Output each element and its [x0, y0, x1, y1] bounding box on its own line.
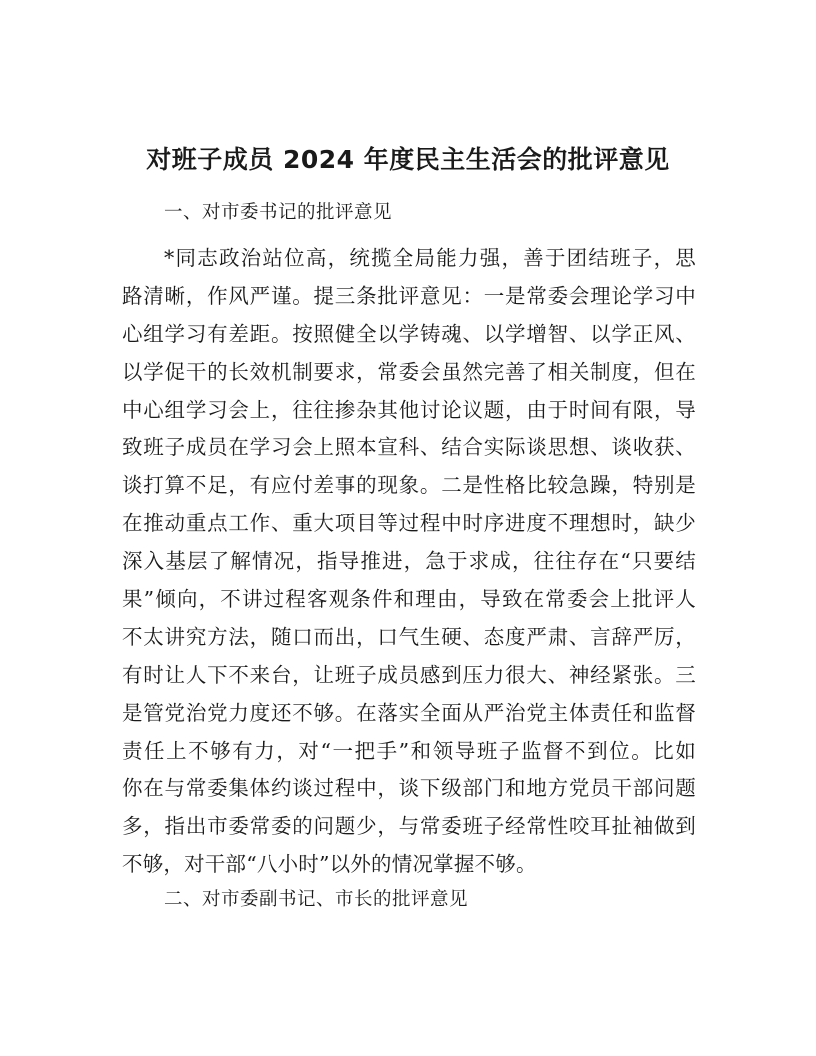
paragraph-line: 果”倾向，不讲过程客观条件和理由，导致在常委会上批评人: [122, 587, 696, 612]
paragraph-line: 以学促干的长效机制要求，常委会虽然完善了相关制度，但在: [122, 359, 696, 384]
paragraph-line: 多，指出市委常委的问题少，与常委班子经常性咬耳扯袖做到: [122, 814, 696, 839]
paragraph-line: 深入基层了解情况，指导推进，急于求成，往往存在“只要结: [122, 549, 696, 574]
paragraph-line: *同志政治站位高，统揽全局能力强，善于团结班子，思: [164, 246, 696, 270]
paragraph-line: 致班子成员在学习会上照本宣科、结合实际谈思想、谈收获、: [122, 435, 696, 460]
paragraph-line: 中心组学习会上，往往掺杂其他讨论议题，由于时间有限，导: [122, 397, 696, 422]
section-heading-2: 二、对市委副书记、市长的批评意见: [164, 889, 469, 910]
section-1-paragraph: [122, 240, 696, 884]
paragraph-line: 不够，对干部“八小时”以外的情况掌握不够。: [122, 852, 537, 877]
paragraph-line: 路清晰，作风严谨。提三条批评意见：一是常委会理论学习中: [122, 283, 696, 308]
paragraph-line: 不太讲究方法，随口而出，口气生硬、态度严肃、言辞严厉，: [122, 624, 696, 649]
paragraph-line: 有时让人下不来台，让班子成员感到压力很大、神经紧张。三: [122, 662, 696, 687]
paragraph-line: 心组学习有差距。按照健全以学铸魂、以学增智、以学正风、: [122, 321, 696, 346]
section-heading-1: 一、对市委书记的批评意见: [164, 202, 393, 223]
document-title: 对班子成员 2024 年度民主生活会的批评意见: [146, 145, 670, 174]
paragraph-line: 责任上不够有力，对“一把手”和领导班子监督不到位。比如: [122, 738, 696, 763]
paragraph-line: 是管党治党力度还不够。在落实全面从严治党主体责任和监督: [122, 700, 696, 725]
paragraph-line: 谈打算不足，有应付差事的现象。二是性格比较急躁，特别是: [122, 473, 696, 498]
paragraph-line: 你在与常委集体约谈过程中，谈下级部门和地方党员干部问题: [122, 776, 696, 801]
paragraph-line: 在推动重点工作、重大项目等过程中时序进度不理想时，缺少: [122, 511, 696, 536]
